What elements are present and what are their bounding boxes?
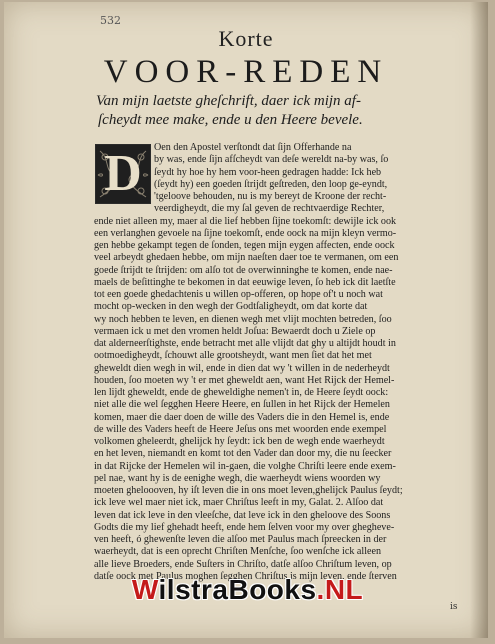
body-line: en het leven, niemandt en komt tot den Vader dan door my, die nu ſeecker — [94, 448, 392, 460]
body-line: gen hebbe gekampt tegen de ſonden, tegen mijn eygen affecten, ende oock — [94, 240, 395, 251]
body-line: gheweldt dien wegh in wil, ende in dien dat wy 't willen in de nederheydt — [94, 362, 390, 374]
body-line: vermaen ick u met den vromen heldt Joſua: Bewaerdt doch u Ziele op — [94, 325, 376, 337]
body-line: houden, ſoo moeten wy 't er met gheweldt aen, want Het Rijck der Hemel- — [94, 374, 395, 386]
body-line: ven heeft, ó ghewenſte leven die alſoo met Paulus mach ſpreecken in der — [94, 534, 387, 545]
heading-small: Korte — [218, 26, 274, 51]
body-line: Godts die my lief ghehadt heeft, ende hem ſelven voor my over ghegheve- — [94, 521, 395, 533]
body-line: ende niet alleen my, maer al die lief hebben ſijne toekomſt: dewijle ick ook — [94, 215, 397, 227]
page-number: 532 — [100, 14, 121, 27]
body-line: ſeydt hy hoe hy hem voor-heen gedragen hadde: Ick heb — [154, 166, 382, 178]
body-line: de wille des Vaders heeft de Heere Jeſus ons met woorden ende exempel — [94, 423, 387, 435]
body-line: maels de beſittinghe te bekomen in dat eeuwige leven, ſo heb ick dit laetſte — [94, 276, 396, 288]
body-line: waerheydt, dat is een oprecht Chriſten Menſche, ſoo wenſche ick alleen — [94, 546, 382, 558]
body-line: goede ſtrijdt te ſtrijden: om alſo tot de overwinninghe te komen, ende nae- — [94, 264, 393, 276]
body-line: ick leve wel maer niet ick, maer Chriſtus leeft in my, Galat. 2. Alſoo dat — [94, 497, 384, 509]
body-line: len lijdt gheweldt, ende de gheweldighe nemen't in, de Heere ſeydt oock: — [94, 387, 389, 398]
book-page — [4, 2, 488, 638]
body-line: veel arbeydt ghedaen hebbe, om mijn naeſten daer toe te vermanen, om een — [94, 252, 399, 264]
watermark-ilstra: ilstra — [158, 574, 229, 605]
body-line: tot een goede ghedachtenis u willen op-offeren, op hope of't u noch wat — [94, 289, 383, 300]
body-line: volkomen gheleerdt, ghelijck hy ſeydt: ick ben de wegh ende waerheydt — [94, 436, 385, 447]
catchword: is — [450, 602, 458, 612]
body-line: Oen den Apostel verſtondt dat ſijn Offerhande na — [154, 142, 352, 153]
body-line: mocht op-wecken in den wegh der Godtſaligheydt, om dat korte dat — [94, 301, 368, 313]
body-line: alle lieve Broeders, ende Suſters in Chriſto, datſe alſoo Chriſtum leven, op — [94, 558, 392, 570]
watermark-nl: .NL — [316, 574, 364, 605]
body-line: niet alle die wel ſegghen Heere Heere, en ſullen in het Rijck der Hemelen — [94, 399, 390, 411]
body-line: by was, ende ſijn afſcheydt van deſe wereldt na-by was, ſo — [154, 154, 389, 166]
subtitle-line: Van mijn laetste gheſchrift, daer ick mijn af- — [96, 93, 361, 109]
ornamental-drop-cap — [95, 144, 151, 204]
body-line: een verlanghen gevoele na ſijne toekomſt, ende oock na mijn kleyn vermo- — [94, 227, 397, 239]
drop-cap-letter: D — [104, 145, 142, 202]
watermark-logo — [0, 574, 495, 606]
body-line: (ſeydt hy) een goeden ſtrijdt geſtreden, den loop ge-eyndt, — [154, 178, 388, 190]
body-line: in dat Rijcke der Hemelen wil in-gaen, die volghe Chriſti leere ende exem- — [94, 460, 396, 472]
body-line: ootmoedigheydt, ſchouwt alle grootsheydt, want men ſiet dat het met — [94, 350, 372, 362]
body-line: leven dat ick leve in den vleeſche, dat leve ick in den gheloove des Soons — [94, 509, 391, 521]
body-line: veerdigheydt, die my ſal geven de rechtvaerdige Rechter, — [154, 203, 385, 215]
body-line: komen, maer die daer doen de wille des Vaders die in den Hemel is, ende — [94, 411, 390, 423]
body-line: moeten gheloooven, hy iſt leven die in ons moet leven,ghelijck Paulus ſeydt; — [94, 485, 403, 496]
body-line: pel nae, want hy is de eenighe wegh, die waerheydt wiens woorden wy — [94, 472, 381, 484]
body-line: datſe oock met Paulus moghen ſegghen Chriſtus is mijn leven, ende ſterven — [94, 570, 397, 582]
watermark-w: W — [131, 574, 159, 605]
subtitle — [96, 92, 476, 130]
body-text — [94, 142, 479, 583]
subtitle-line: ſcheydt mee make, ende u den Heere bevele. — [98, 112, 363, 128]
body-line: 'tgeloove behouden, nu is my bereyt de Kroone der recht- — [154, 191, 387, 202]
body-line: dat alderneerſtighste, ende betracht met alle vlijdt dat ghy u altijdt houdt in — [94, 338, 396, 349]
watermark-books: Books — [228, 574, 317, 605]
heading-main: VOOR-REDEN — [103, 54, 389, 90]
body-line: wy noch hebben te leven, en dienen wegh met vlijt mochten betreden, ſoo — [94, 313, 392, 325]
